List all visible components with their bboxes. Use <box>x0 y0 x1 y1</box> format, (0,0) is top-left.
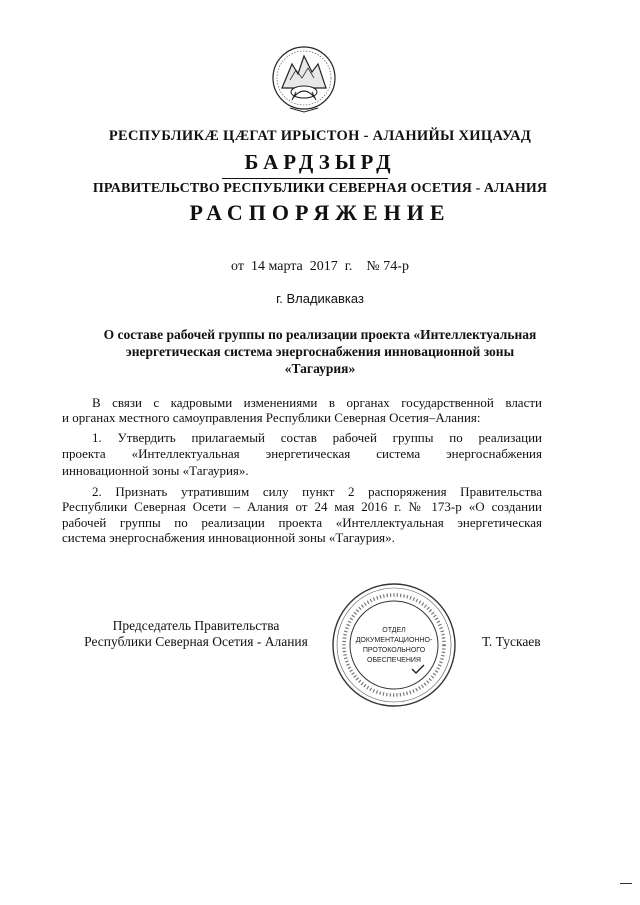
stamp-text-line: ОТДЕЛ <box>382 627 406 634</box>
title-line: энергетическая система энергоснабжения инновационной зоны <box>125 344 515 359</box>
body-line: 1. Утвердить прилагаемый состав рабочей группы по реализации <box>92 430 542 445</box>
body-line: В связи с кадровыми изменениями в органах государственной власти <box>92 395 542 410</box>
body-line: система энергоснабжения инновационной зоны «Тагаурия». <box>62 530 395 545</box>
title-line: О составе рабочей группы по реализации проекта «Интеллектуальная <box>103 327 537 342</box>
stamp-text-line: ОБЕСПЕЧЕНИЯ <box>367 657 421 664</box>
body-line: и органах местного самоуправления Республики Северная Осетия–Алания: <box>62 410 481 425</box>
heading-divider <box>222 178 388 179</box>
ossetian-order-heading: БАРДЗЫРД <box>244 150 396 174</box>
document-type-heading: РАСПОРЯЖЕНИЕ <box>189 200 451 225</box>
signatory-position-line: Председатель Правительства <box>112 618 280 633</box>
document-title <box>60 326 580 377</box>
body-line: рабочей группы по реализации проекта «Интеллектуальная энергетическая <box>62 515 542 530</box>
government-heading: ПРАВИТЕЛЬСТВО РЕСПУБЛИКИ СЕВЕРНАЯ ОСЕТИЯ - АЛАНИЯ <box>92 181 548 196</box>
signature-tick-icon <box>411 663 425 675</box>
page-edge-mark <box>620 883 632 884</box>
official-stamp <box>329 580 459 710</box>
document-city: г. Владикавказ <box>276 291 364 306</box>
stamp-text-line: ПРОТОКОЛЬНОГО <box>362 647 426 654</box>
coat-of-arms-emblem <box>268 40 340 120</box>
body-line: проекта «Интеллектуальная энергетическая система энергоснабжения <box>62 446 542 461</box>
stamp-text-line: ДОКУМЕНТАЦИОННО- <box>355 637 433 644</box>
signatory-position-line: Республики Северная Осетия - Алания <box>84 634 308 649</box>
body-line: Республики Северная Осети – Алания от 24 мая 2016 г. № 173-р «О создании <box>62 499 542 514</box>
signatory-name: Т. Тускаев <box>482 634 541 649</box>
body-line: 2. Признать утратившим силу пункт 2 распоряжения Правительства <box>92 484 542 499</box>
body-line: инновационной зоны «Тагаурия». <box>62 463 249 478</box>
signatory-position <box>62 618 330 650</box>
ossetian-republic-heading: РЕСПУБЛИКӔ ЦӔГАТ ИРЫСТОН - АЛАНИЙЫ ХИЦАУАД <box>108 128 532 144</box>
document-date-number: от 14 марта 2017 г. № 74-р <box>231 259 409 274</box>
title-line: «Тагаурия» <box>284 361 356 376</box>
